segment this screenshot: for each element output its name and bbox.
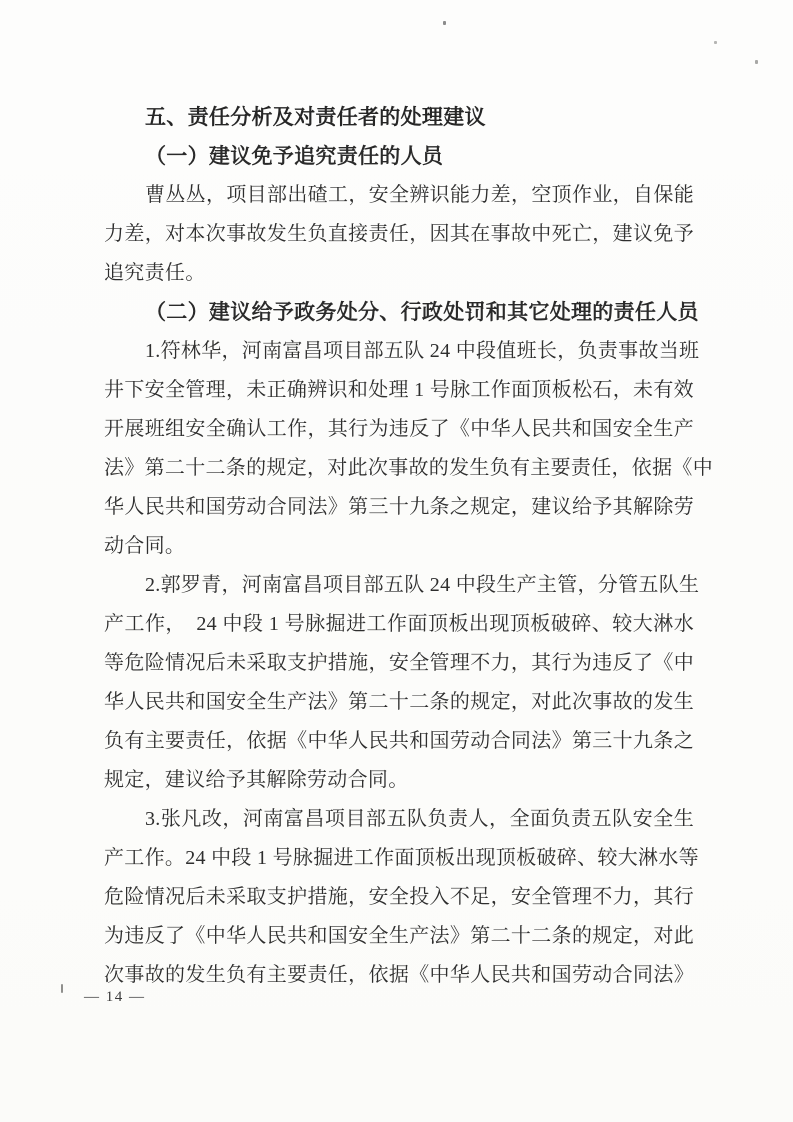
paragraph-line: 产工作。24 中段 1 号脉掘进工作面顶板出现顶板破碎、较大淋水等 [104, 847, 699, 869]
paragraph-line: 产工作， 24 中段 1 号脉掘进工作面顶板出现顶板破碎、较大淋水 [104, 613, 694, 635]
page-number: — 14 — [84, 989, 146, 1005]
paragraph-line: 力差，对本次事故发生负直接责任，因其在事故中死亡，建议免予 [104, 223, 694, 245]
paragraph-line: 等危险情况后未采取支护措施，安全管理不力，其行为违反了《中 [104, 652, 694, 674]
paragraph-line: 开展班组安全确认工作，其行为违反了《中华人民共和国安全生产 [104, 418, 694, 440]
paragraph-line: 为违反了《中华人民共和国安全生产法》第二十二条的规定，对此 [104, 925, 694, 947]
paragraph-line: 动合同。 [104, 535, 186, 557]
paragraph-line: 2.郭罗青，河南富昌项目部五队 24 中段生产主管，分管五队生 [145, 574, 700, 596]
paragraph-line: 法》第二十二条的规定，对此次事故的发生负有主要责任，依据《中 [104, 457, 713, 479]
paragraph-line: 追究责任。 [104, 262, 206, 284]
paragraph-line: 负有主要责任，依据《中华人民共和国劳动合同法》第三十九条之 [104, 730, 694, 752]
scan-speck [443, 21, 446, 25]
paragraph-line: 1.符林华，河南富昌项目部五队 24 中段值班长，负责事故当班 [145, 340, 700, 362]
paragraph-line: 华人民共和国安全生产法》第二十二条的规定，对此次事故的发生 [104, 691, 694, 713]
paragraph-line: 井下安全管理，未正确辨识和处理 1 号脉工作面顶板松石，未有效 [104, 379, 694, 401]
subsection-heading-1: （一）建议免予追究责任的人员 [145, 144, 444, 168]
paragraph-line: 规定，建议给予其解除劳动合同。 [104, 769, 409, 791]
paragraph-line: 3.张凡改，河南富昌项目部五队负责人，全面负责五队安全生 [145, 808, 694, 830]
scan-speck [61, 984, 63, 993]
section-heading: 五、责任分析及对责任者的处理建议 [145, 106, 486, 129]
paragraph-line: 次事故的发生负有主要责任，依据《中华人民共和国劳动合同法》 [104, 964, 694, 986]
scan-speck [714, 41, 717, 44]
paragraph-line: 危险情况后未采取支护措施，安全投入不足，安全管理不力，其行 [104, 886, 694, 908]
scan-speck [755, 60, 758, 64]
paragraph-line: 曹丛丛，项目部出碴工，安全辨识能力差，空顶作业，自保能 [145, 184, 694, 206]
document-text-block [104, 98, 713, 995]
paragraph-line: 华人民共和国劳动合同法》第三十九条之规定，建议给予其解除劳 [104, 496, 694, 518]
subsection-heading-2: （二）建议给予政务处分、行政处罚和其它处理的责任人员 [145, 300, 699, 324]
